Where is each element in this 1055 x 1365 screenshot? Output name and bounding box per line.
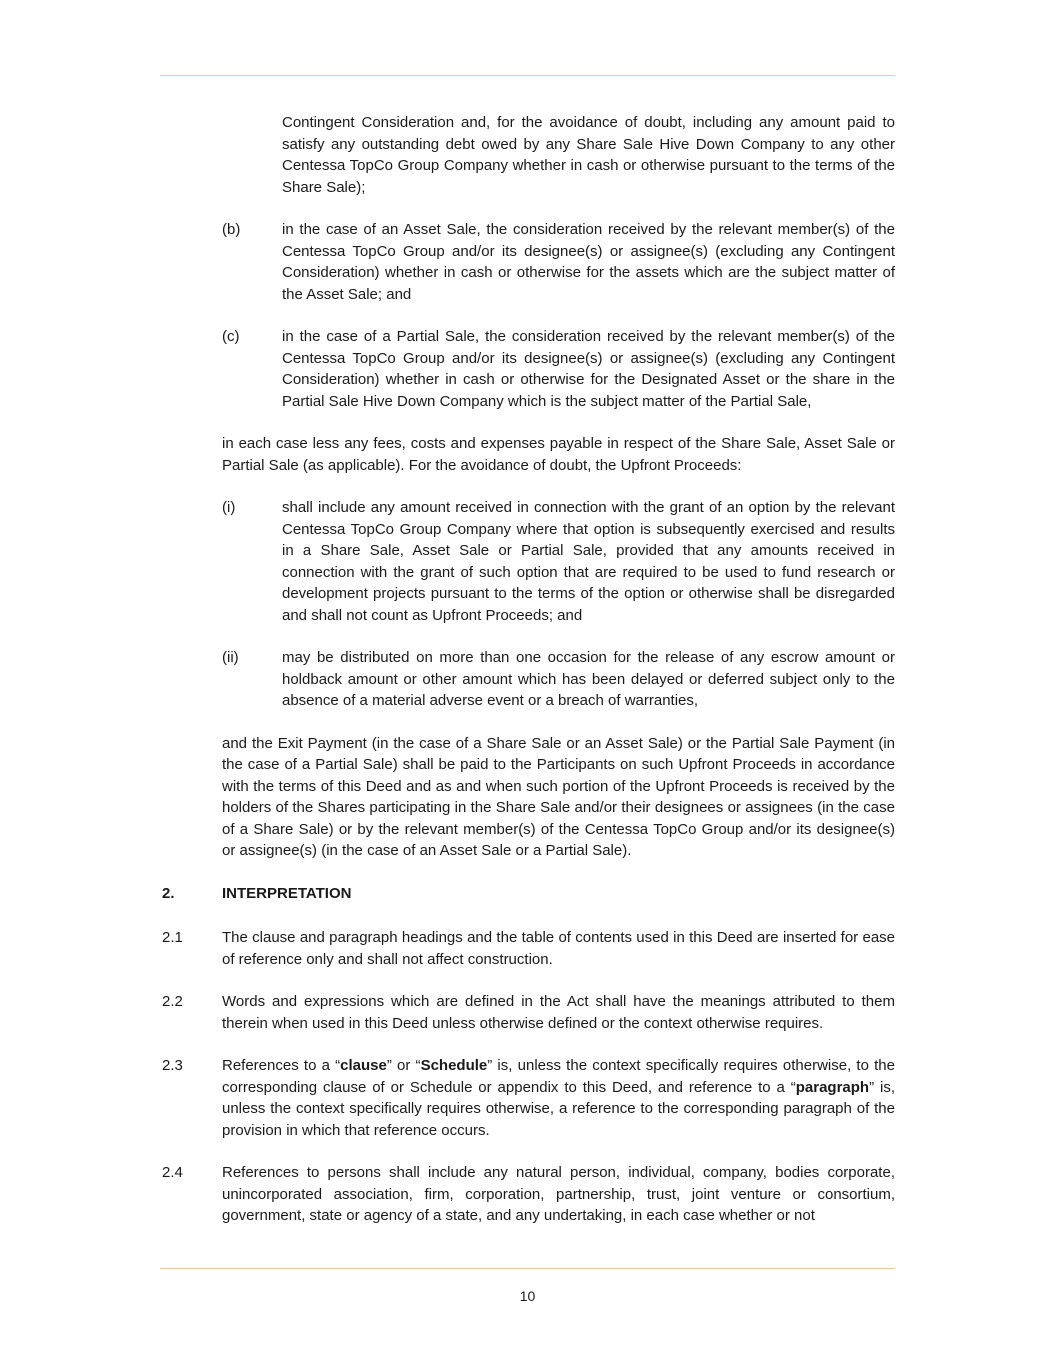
- clause-2-1-text: The clause and paragraph headings and the table of contents used in this Deed are inserted for ease of reference only and shall not affect construction.: [222, 929, 895, 968]
- section-2-title: INTERPRETATION: [222, 884, 352, 902]
- list-text-b: in the case of an Asset Sale, the consideration received by the relevant member(s) of the Centessa TopCo Group and/or its designee(s) or assignee(s) (excluding any Contingent Consideration) whether in cash or otherwise for the assets which are the subject matter of the Asset Sale; and: [282, 221, 895, 303]
- clause-2-1: [162, 927, 895, 970]
- page-content: [162, 112, 895, 1248]
- list-text-i: shall include any amount received in connection with the grant of an option by the relevant Centessa TopCo Group Company where that option is subsequently exercised and results in a Share Sale, Asset Sale or Partial Sale, provided that any amounts received in connection with the grant of such option that are required to be used to fund research or development projects pursuant to the terms of the option or otherwise shall be disregarded and shall not count as Upfront Proceeds; and: [282, 499, 895, 624]
- clause-2-4: [162, 1162, 895, 1227]
- paragraph-lead-in: in each case less any fees, costs and expenses payable in respect of the Share Sale, Asset Sale or Partial Sale (as applicable). For the avoidance of doubt, the Upfront Proceeds:: [222, 435, 895, 474]
- section-2-number: 2.: [162, 884, 175, 902]
- list-item-i: [222, 497, 895, 626]
- clause-2-2-text: Words and expressions which are defined in the Act shall have the meanings attributed to them therein when used in this Deed unless otherwise defined or the context otherwise requires.: [222, 993, 895, 1032]
- list-label-b: (b): [222, 221, 241, 238]
- clause-2-2: [162, 991, 895, 1034]
- clause-2-3-text: References to a “clause” or “Schedule” is, unless the context specifically requires otherwise, to the corresponding clause of or Schedule or appendix to this Deed, and reference to a “paragraph” is, unless the context specifically requires otherwise, a reference to the corresponding paragraph of the provision in which that reference occurs.: [222, 1057, 895, 1139]
- list-label-i: (i): [222, 499, 236, 516]
- list-text-c: in the case of a Partial Sale, the consideration received by the relevant member(s) of the Centessa TopCo Group and/or its designee(s) or assignee(s) (excluding any Contingent Consideration) whether in cash or otherwise for the Designated Asset or the share in the Partial Sale Hive Down Company which is the subject matter of the Partial Sale,: [282, 328, 895, 410]
- clause-2-1-number: 2.1: [162, 929, 183, 946]
- section-2-heading: [162, 883, 895, 905]
- clause-2-3: [162, 1055, 895, 1141]
- list-label-ii: (ii): [222, 649, 239, 666]
- list-item-ii: [222, 647, 895, 712]
- list-label-c: (c): [222, 328, 240, 345]
- clause-2-4-number: 2.4: [162, 1164, 183, 1181]
- list-text-ii: may be distributed on more than one occasion for the release of any escrow amount or holdback amount or other amount which has been delayed or deferred subject only to the absence of a material adverse event or a breach of warranties,: [282, 649, 895, 709]
- clause-2-2-number: 2.2: [162, 993, 183, 1010]
- clause-2-4-text: References to persons shall include any natural person, individual, company, bodies corporate, unincorporated association, firm, corporation, partnership, trust, joint venture or consortium, government, state or agency of a state, and any undertaking, in each case whether or not: [222, 1164, 895, 1224]
- list-item-c: [222, 326, 895, 412]
- footer-rule: [160, 1268, 895, 1269]
- list-item-b: [222, 219, 895, 305]
- paragraph-closing: and the Exit Payment (in the case of a Share Sale or an Asset Sale) or the Partial Sale Payment (in the case of a Partial Sale) shall be paid to the Participants on such Upfront Proceeds in accordance with the terms of this Deed and as and when such portion of the Upfront Proceeds is received by the holders of the Shares participating in the Share Sale and/or their designees or assignees (in the case of a Share Sale) or by the relevant member(s) of the Centessa TopCo Group and/or its designee(s) or assignee(s) (in the case of an Asset Sale or a Partial Sale).: [222, 734, 895, 859]
- clause-2-3-number: 2.3: [162, 1057, 183, 1074]
- paragraph-contingent-consideration: Contingent Consideration and, for the avoidance of doubt, including any amount paid to satisfy any outstanding debt owed by any Share Sale Hive Down Company to any other Centessa TopCo Group Company whether in cash or otherwise pursuant to the terms of the Share Sale);: [282, 114, 895, 196]
- header-rule: [160, 75, 895, 76]
- page-number: 10: [519, 1288, 536, 1304]
